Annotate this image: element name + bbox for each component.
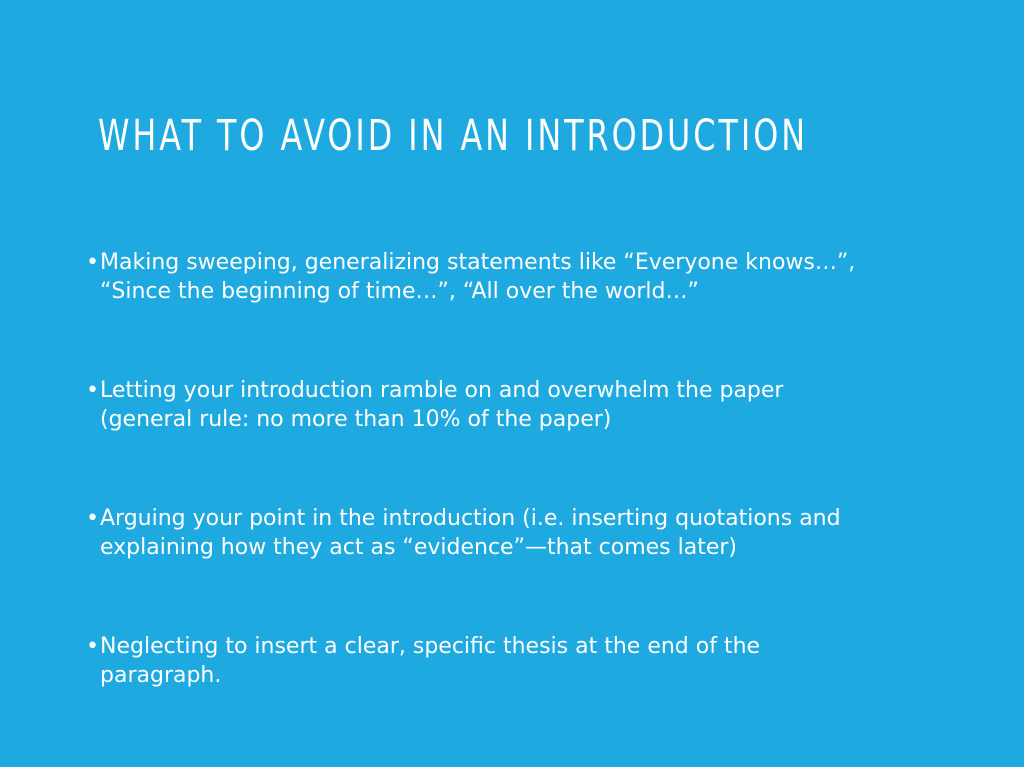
bullet-dot-icon: •: [86, 506, 99, 531]
bullet-text-line: Letting your introduction ramble on and overwhelm the paper: [100, 378, 784, 403]
bullet-item: [86, 248, 946, 306]
bullet-text-line: (general rule: no more than 10% of the paper): [100, 407, 612, 432]
bullet-text-line: Making sweeping, generalizing statements like “Everyone knows…”,: [100, 250, 856, 275]
bullet-item: [86, 632, 946, 690]
bullet-dot-icon: •: [86, 250, 99, 275]
bullet-item: [86, 376, 946, 434]
bullet-text-line: paragraph.: [100, 663, 222, 688]
bullet-text-line: Arguing your point in the introduction (i.e. inserting quotations and: [100, 506, 841, 531]
bullet-list: [86, 248, 946, 760]
bullet-dot-icon: •: [86, 378, 99, 403]
bullet-item: [86, 504, 946, 562]
slide-title: WHAT TO AVOID IN AN INTRODUCTION: [98, 111, 808, 161]
bullet-text-line: Neglecting to insert a clear, specific thesis at the end of the: [100, 634, 761, 659]
bullet-text-line: “Since the beginning of time…”, “All over the world…”: [100, 279, 699, 304]
bullet-text-line: explaining how they act as “evidence”—that comes later): [100, 535, 738, 560]
bullet-dot-icon: •: [86, 634, 99, 659]
